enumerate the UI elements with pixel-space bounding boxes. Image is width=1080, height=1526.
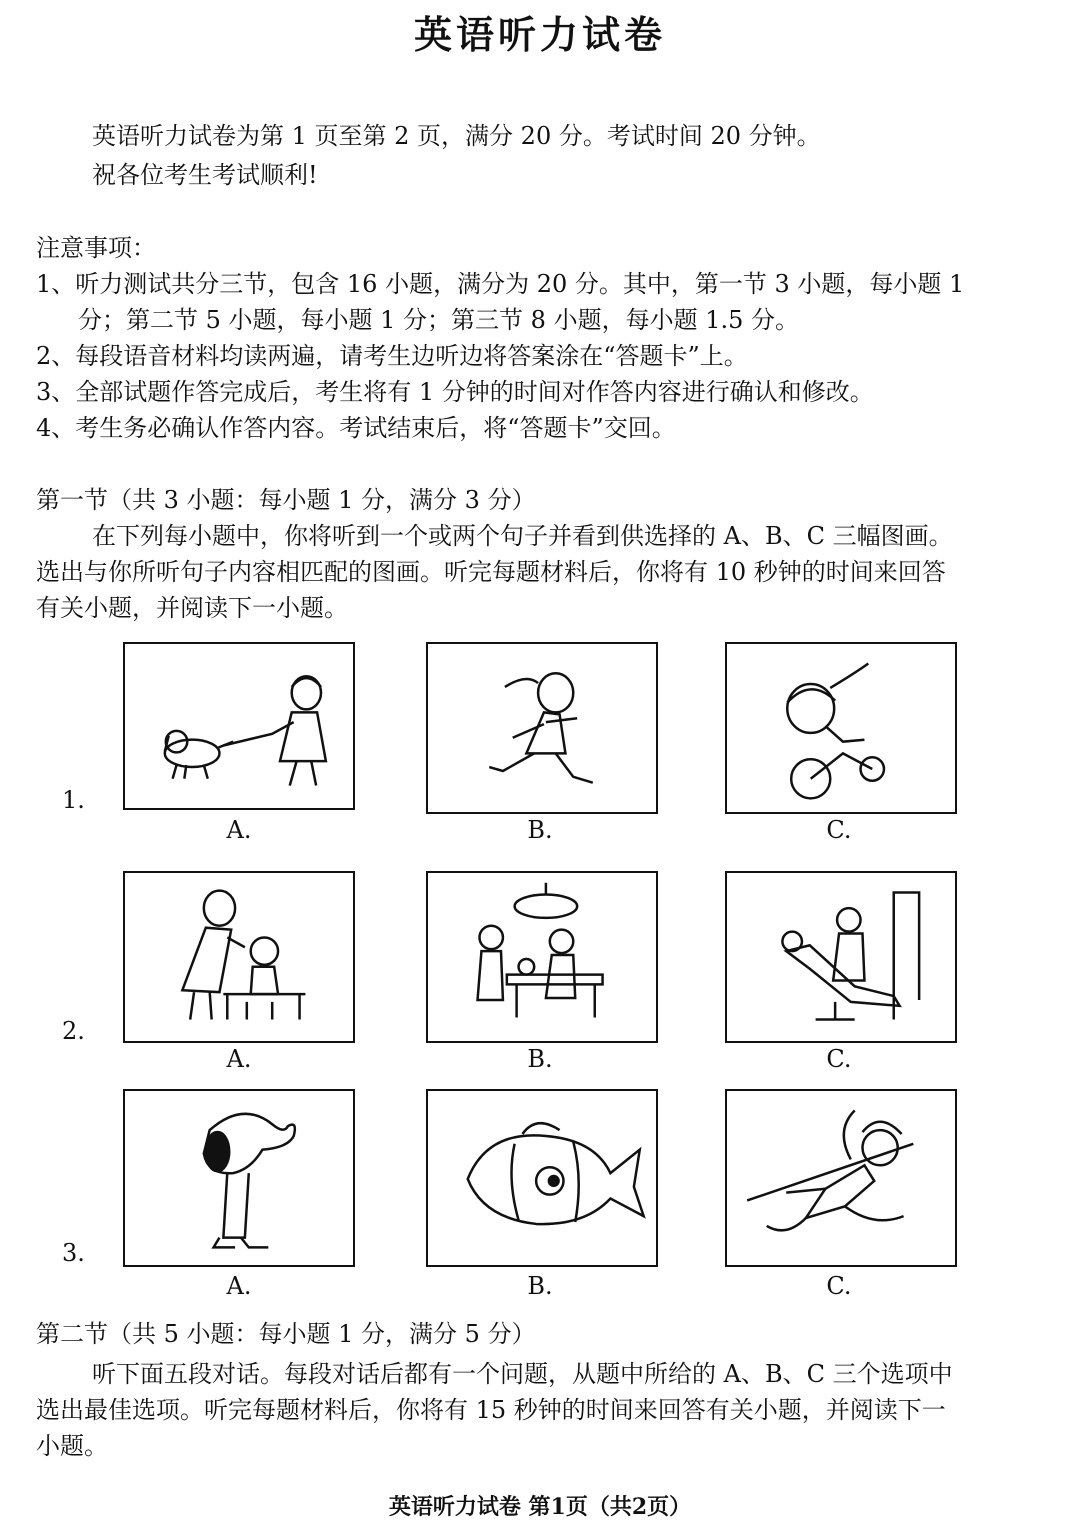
girl-cycling-icon: [727, 644, 955, 812]
option-image[interactable]: [725, 642, 957, 814]
section2-instruction-2: 选出最佳选项。听完每题材料后，你将有 15 秒钟的时间来回答有关小题，并阅读下一: [36, 1396, 946, 1424]
dentist-chair-icon: [727, 873, 955, 1041]
option-image[interactable]: [725, 1089, 957, 1267]
option-label: A.: [226, 1272, 252, 1300]
intro-line-1: 英语听力试卷为第 1 页至第 2 页，满分 20 分。考试时间 20 分钟。: [92, 122, 821, 150]
cartoon-dog-icon: [125, 1091, 353, 1265]
clownfish-icon: [428, 1091, 656, 1265]
option-image[interactable]: [123, 642, 355, 810]
option-label: A.: [226, 816, 252, 844]
question-number: 2.: [62, 1017, 85, 1045]
note-item-2: 2、每段语音材料均读两遍，请考生边听边将答案涂在“答题卡”上。: [36, 342, 748, 370]
question-number: 1.: [62, 786, 85, 814]
note-item-1: 1、听力测试共分三节，包含 16 小题，满分为 20 分。其中，第一节 3 小题，每小题 1: [36, 270, 965, 298]
intro-line-2: 祝各位考生考试顺利!: [92, 161, 318, 189]
notes-heading: 注意事项：: [36, 234, 156, 262]
option-label: C.: [826, 816, 852, 844]
option-label: B.: [527, 1272, 553, 1300]
section2-instruction-3: 小题。: [36, 1432, 108, 1460]
note-item-3: 3、全部试题作答完成后，考生将有 1 分钟的时间对作答内容进行确认和修改。: [36, 378, 874, 406]
option-label: B.: [527, 816, 553, 844]
section1-heading: 第一节（共 3 小题：每小题 1 分，满分 3 分）: [36, 486, 536, 514]
section2-heading: 第二节（共 5 小题：每小题 1 分，满分 5 分）: [36, 1320, 536, 1348]
option-label: A.: [226, 1045, 252, 1073]
girl-running-icon: [428, 644, 656, 812]
page-footer: 英语听力试卷 第1页（共2页）: [388, 1494, 692, 1520]
doctor-checking-child-icon: [125, 873, 353, 1041]
page-title: 英语听力试卷: [413, 12, 666, 57]
question-number: 3.: [62, 1239, 85, 1267]
surgeons-operating-icon: [428, 873, 656, 1041]
option-label: C.: [826, 1045, 852, 1073]
option-label: C.: [826, 1272, 852, 1300]
section1-instruction-3: 有关小题，并阅读下一小题。: [36, 594, 348, 622]
section2-instruction-1: 听下面五段对话。每段对话后都有一个问题，从题中所给的 A、B、C 三个选项中: [92, 1360, 953, 1388]
option-label: B.: [527, 1045, 553, 1073]
note-item-4: 4、考生务必确认作答内容。考试结束后，将“答题卡”交回。: [36, 414, 676, 442]
option-image[interactable]: [123, 871, 355, 1043]
option-image[interactable]: [123, 1089, 355, 1267]
section1-instruction-1: 在下列每小题中，你将听到一个或两个句子并看到供选择的 A、B、C 三幅图画。: [92, 522, 953, 550]
option-image[interactable]: [426, 871, 658, 1043]
section1-instruction-2: 选出与你所听句子内容相匹配的图画。听完每题材料后，你将有 10 秒钟的时间来回答: [36, 558, 946, 586]
option-image[interactable]: [426, 642, 658, 814]
option-image[interactable]: [725, 871, 957, 1043]
girl-walking-dog-icon: [125, 644, 353, 808]
option-image[interactable]: [426, 1089, 658, 1267]
monkey-king-icon: [727, 1091, 955, 1265]
note-item-1-cont: 分；第二节 5 小题，每小题 1 分；第三节 8 小题，每小题 1.5 分。: [78, 306, 800, 334]
